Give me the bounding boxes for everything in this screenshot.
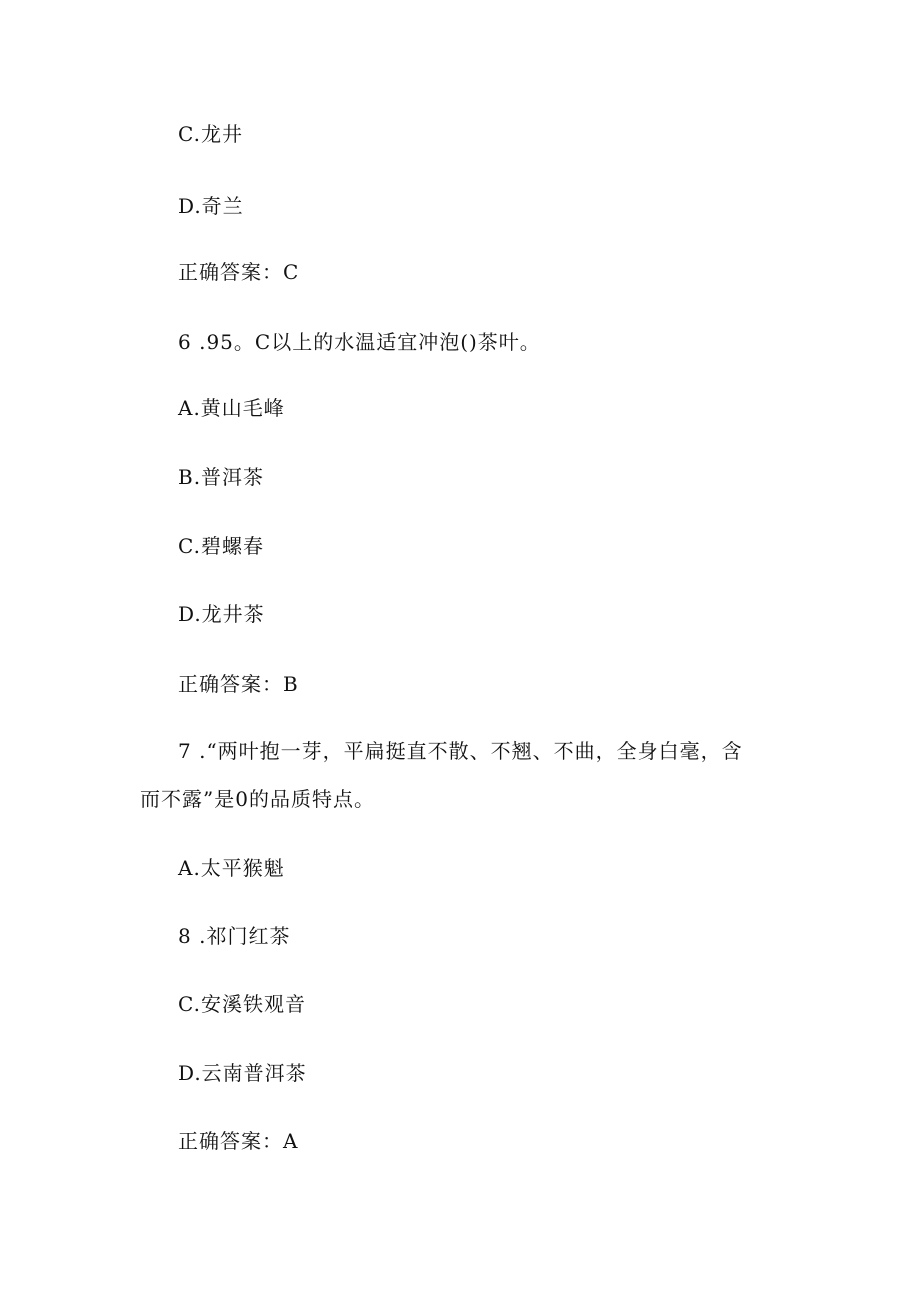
q6-option-c: C.碧螺春 (178, 534, 264, 558)
q6-option-d: D.龙井茶 (178, 602, 265, 626)
q6-answer: 正确答案：B (178, 672, 299, 696)
q7-option-d: D.云南普洱茶 (178, 1061, 307, 1085)
q7-option-c: C.安溪铁观音 (178, 992, 306, 1016)
q5-answer: 正确答案：C (178, 260, 300, 284)
q6-option-a: A.黄山毛峰 (178, 396, 285, 420)
q6-option-b: B.普洱茶 (178, 465, 265, 489)
q7-stem-line-1: 7 .“两叶抱一芽，平扁挺直不散、不翘、不曲，全身白毫，含 (178, 739, 743, 763)
q7-stem-line-2: 而不露”是0的品质特点。 (140, 787, 375, 811)
q7-option-b: 8 .祁门红茶 (178, 924, 291, 948)
q6-stem: 6 .95。C以上的水温适宜冲泡()茶叶。 (178, 330, 541, 354)
q7-option-a: A.太平猴魁 (178, 856, 285, 880)
q5-option-c: C.龙井 (178, 122, 243, 146)
q5-option-d: D.奇兰 (178, 194, 244, 218)
q7-answer: 正确答案：A (178, 1129, 299, 1153)
